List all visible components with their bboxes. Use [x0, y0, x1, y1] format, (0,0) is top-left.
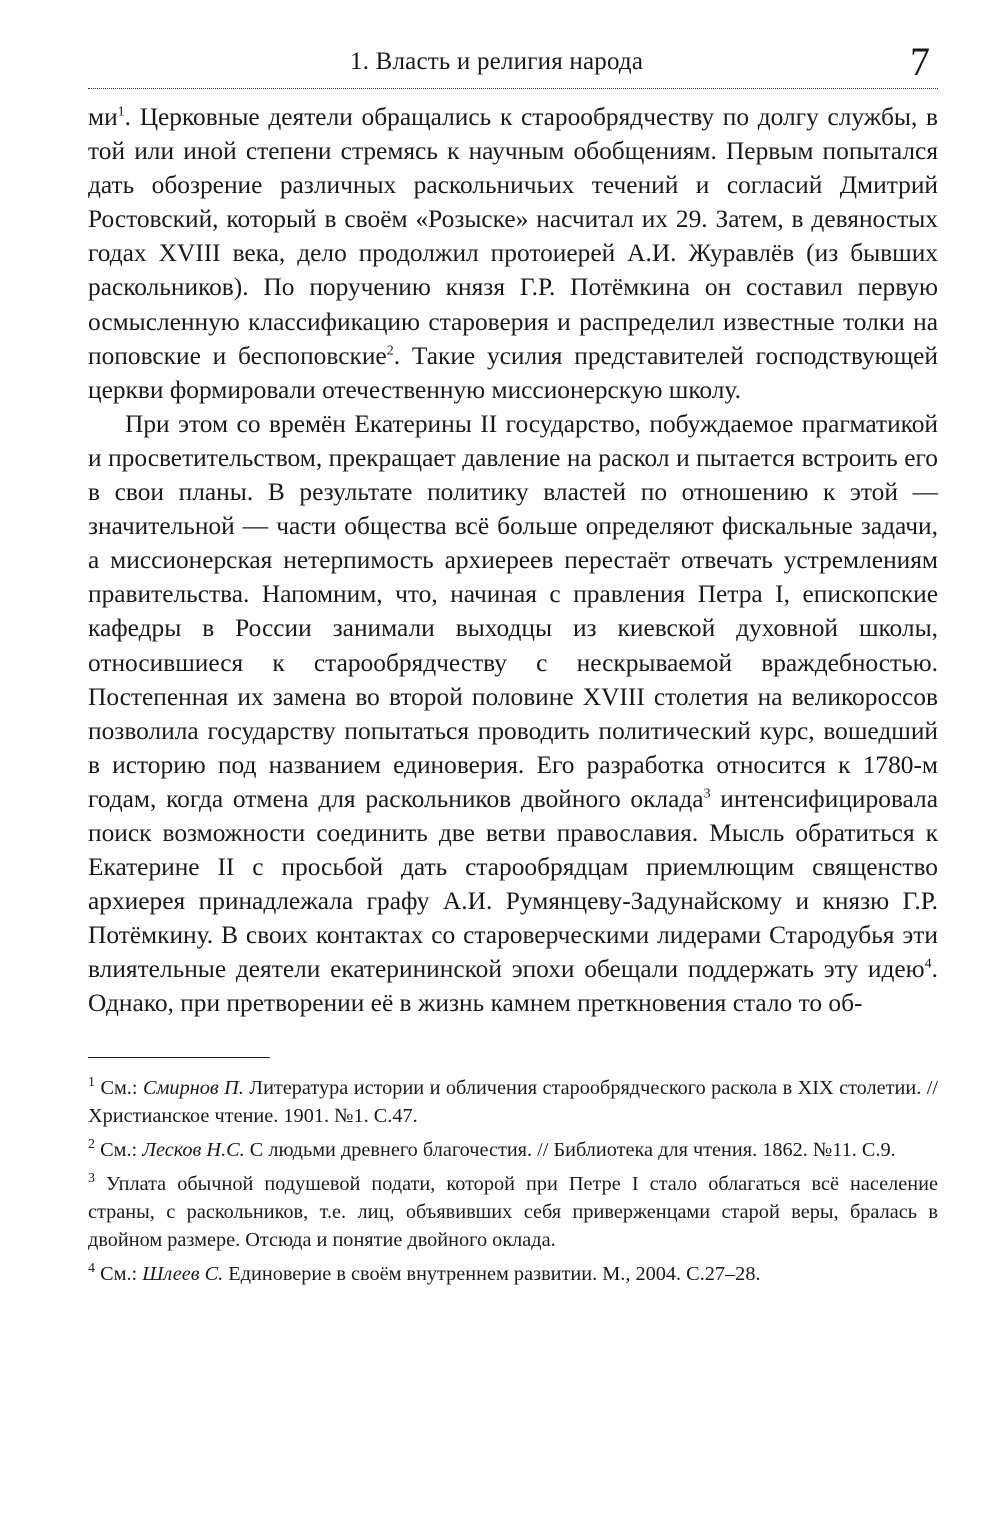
footnote-1 — [88, 1074, 938, 1130]
footnote-ref-3: 3 — [703, 786, 711, 802]
footnote-author: Смирнов П. — [142, 1076, 244, 1099]
footnote-number: 4 — [88, 1260, 95, 1276]
footnote-ref-4: 4 — [924, 956, 932, 972]
footnote-2 — [88, 1136, 938, 1164]
footnote-text: С людьми древнего благочестия. // Библиотека для чтения. 1862. №11. С.9. — [244, 1138, 896, 1161]
main-text — [88, 100, 938, 1021]
running-title: 1. Власть и религия народа — [350, 48, 644, 75]
footnote-4 — [88, 1260, 938, 1288]
footnote-number: 1 — [88, 1074, 95, 1090]
footnote-ref-2: 2 — [386, 343, 394, 359]
paragraph-1 — [88, 100, 938, 407]
footnote-ref-1: 1 — [117, 104, 125, 120]
footnote-author: Лесков Н.С. — [142, 1138, 245, 1161]
paragraph-1-text-c: . Такие усилия представителей господствующей церкви формировали отечественную миссионерскую школу. — [88, 341, 939, 404]
footnote-number: 3 — [88, 1170, 95, 1186]
book-page — [88, 38, 938, 1294]
footnote-text: Единоверие в своём внутреннем развитии. М., 2004. С.27–28. — [223, 1262, 761, 1285]
footnote-divider — [88, 1057, 270, 1058]
footnote-prefix: См.: — [100, 1262, 143, 1285]
footnote-prefix: См.: — [100, 1138, 143, 1161]
footnote-3 — [88, 1170, 938, 1254]
footnote-text: Уплата обычной подушевой подати, которой при Петре I стало облагаться всё население страны, с раскольников, т.е. лиц, объявивших себя приверженцами старой веры, бралась в двойном размере. Отсюда и понятие двойного оклада. — [88, 1172, 938, 1251]
paragraph-2-text-a: При этом со времён Екатерины II государство, побуждаемое прагматикой и просветительством, прекращает давление на раскол и пытается встроить его в свои планы. В результате политику властей по отношению к этой — значительной — части общества всё больше определяют фискальные задачи, а миссионерская нетерпимость архиереев перестаёт отвечать устремлениям правительства. Напомним, что, начиная с правления Петра I, епископские кафедры в России занимали выходцы из киевской духовной школы, относившиеся к старообрядчеству с нескрываемой враждебностью. Постепенная их замена во второй половине XVIII столетия на великороссов позволила государству попытаться проводить политический курс, вошедший в историю под названием единоверия. Его разработка относится к 1780-м годам, когда отмена для раскольников двойного оклада — [88, 409, 938, 813]
footnote-prefix: См.: — [100, 1076, 143, 1099]
footnotes — [88, 1074, 938, 1288]
paragraph-1-text-b: . Церковные деятели обращались к старообрядчеству по долгу службы, в той или иной степени стремясь к научным обобщениям. Первым попытался дать обозрение различных раскольничьих течений и согласий Дмитрий Ростовский, который в своём «Розыске» насчитал их 29. Затем, в девяностых годах XVIII века, дело продолжил протоиерей А.И. Журавлёв (из бывших раскольников). По поручению князя Г.Р. Потёмкина он составил первую осмысленную классификацию староверия и распределил известные толки на поповские и беспоповские — [88, 103, 938, 370]
running-header — [88, 38, 938, 89]
page-number: 7 — [910, 39, 930, 84]
footnote-text: Литература истории и обличения старообрядческого раскола в XIX столетии. // Христианское чтение. 1901. №1. С.47. — [88, 1076, 939, 1127]
paragraph-2 — [88, 407, 938, 1021]
paragraph-2-text-b: интенсифицировала поиск возможности соединить две ветви православия. Мысль обратиться к Екатерине II с просьбой дать старообрядцам приемлющим священство архиерея принадлежала графу А.И. Румянцеву-Задунайскому и князю Г.Р. Потёмкину. В своих контактах со староверческими лидерами Стародубья эти влиятельные деятели екатерининской эпохи обещали поддержать эту идею — [88, 784, 938, 984]
footnote-number: 2 — [88, 1136, 95, 1152]
paragraph-2-text-c: . Однако, при претворении её в жизнь камнем преткновения стало то об- — [88, 955, 938, 1018]
paragraph-1-text-a: ми — [88, 103, 118, 131]
footnote-author: Шлеев С. — [142, 1262, 224, 1285]
